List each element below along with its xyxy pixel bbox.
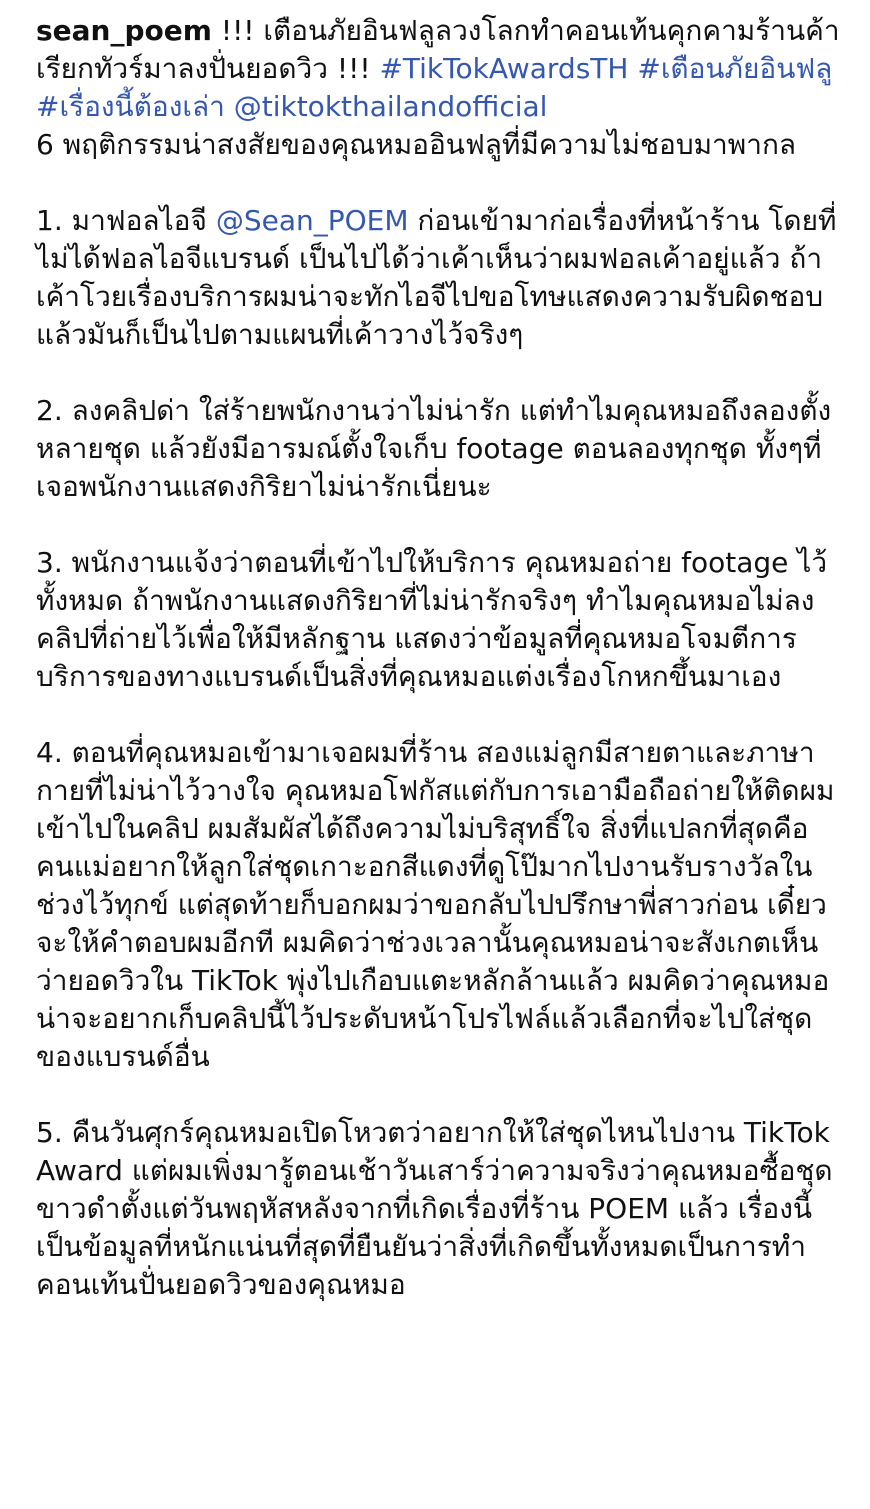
caption-item-2: 2. ลงคลิปด่า ใส่ร้ายพนักงานว่าไม่น่ารัก แต่ทำไมคุณหมอถึงลองตั้งหลายชุด แล้วยังมีอารมณ์ตั้งใจเก็บ footage ตอนลองทุกชุด ทั้งๆที่เจอพนักงานแสดงกิริยาไม่น่ารักเนี่ยนะ — [36, 394, 832, 503]
spacer — [36, 164, 846, 202]
caption-intro: 6 พฤติกรรมน่าสงสัยของคุณหมออินฟลูที่มีความไม่ชอบมาพากล — [36, 128, 797, 161]
post-caption — [36, 12, 846, 1304]
spacer — [36, 354, 846, 392]
mention-sean-poem[interactable]: @Sean_POEM — [215, 204, 409, 237]
hashtag-story-must-tell[interactable]: #เรื่องนี้ต้องเล่า — [36, 90, 225, 123]
hashtag-warning-influencer[interactable]: #เตือนภัยอินฟลู — [637, 52, 833, 85]
caption-item-5: 5. คืนวันศุกร์คุณหมอเปิดโหวตว่าอยากให้ใส่ชุดไหนไปงาน TikTok Award แต่ผมเพิ่งมารู้ตอนเช้าวันเสาร์ว่าความจริงว่าคุณหมอซื้อชุดขาวดำตั้งแต่วันพฤหัสหลังจากที่เกิดเรื่องที่ร้าน POEM แล้ว เรื่องนี้เป็นข้อมูลที่หนักแน่นที่สุดที่ยืนยันว่าสิ่งที่เกิดขึ้นทั้งหมดเป็นการทำคอนเท้นปั่นยอดวิวของคุณหมอ — [36, 1116, 833, 1301]
spacer — [36, 696, 846, 734]
headline-text: !!! เตือนภัยอินฟลูลวงโลกทำคอนเท้นคุกคามร้านค้าเรียกทัวร์มาลงปั่นยอดวิว !!! — [36, 14, 840, 85]
spacer — [36, 1076, 846, 1114]
mention-tiktok-official[interactable]: @tiktokthailandofficial — [233, 90, 548, 123]
item-1-text: ก่อนเข้ามาก่อเรื่องที่หน้าร้าน โดยที่ไม่ได้ฟอลไอจีแบรนด์ เป็นไปได้ว่าเค้าเห็นว่าผมฟอลเค้าอยู่แล้ว ถ้าเค้าโวยเรื่องบริการผมน่าจะทักไอจีไปขอโทษแสดงความรับผิดชอบ แล้วมันก็เป็นไปตามแผนที่เค้าวางไว้จริงๆ — [36, 204, 837, 351]
caption-item-4: 4. ตอนที่คุณหมอเข้ามาเจอผมที่ร้าน สองแม่ลูกมีสายตาและภาษากายที่ไม่น่าไว้วางใจ คุณหมอโฟกัสแต่กับการเอามือถือถ่ายให้ติดผมเข้าไปในคลิป ผมสัมผัสได้ถึงความไม่บริสุทธิ์ใจ สิ่งที่แปลกที่สุดคือคนแม่อยากให้ลูกใส่ชุดเกาะอกสีแดงที่ดูโป๊มากไปงานรับรางวัลในช่วงไว้ทุกข์ แต่สุดท้ายก็บอกผมว่าขอกลับไปปรึกษาพี่สาวก่อน เดี๋ยวจะให้คำตอบผมอีกที ผมคิดว่าช่วงเวลานั้นคุณหมอน่าจะสังเกตเห็นว่ายอดวิวใน TikTok พุ่งไปเกือบแตะหลักล้านแล้ว ผมคิดว่าคุณหมอน่าจะอยากเก็บคลิปนี้ไว้ประดับหน้าโปรไฟล์แล้วเลือกที่จะไปใส่ชุดของแบรนด์อื่น — [36, 736, 835, 1073]
caption-item-3: 3. พนักงานแจ้งว่าตอนที่เข้าไปให้บริการ คุณหมอถ่าย footage ไว้ทั้งหมด ถ้าพนักงานแสดงกิริยาที่ไม่น่ารักจริงๆ ทำไมคุณหมอไม่ลงคลิปที่ถ่ายไว้เพื่อให้มีหลักฐาน แสดงว่าข้อมูลที่คุณหมอโจมตีการบริการของทางแบรนด์เป็นสิ่งที่คุณหมอแต่งเรื่องโกหกขึ้นมาเอง — [36, 546, 828, 693]
spacer — [36, 506, 846, 544]
caption-item-1 — [36, 202, 846, 354]
caption-headline — [36, 12, 846, 126]
item-1-prefix: 1. มาฟอลไอจี — [36, 204, 216, 237]
username-link[interactable]: sean_poem — [36, 14, 212, 47]
hashtag-tiktokawardsth[interactable]: #TikTokAwardsTH — [379, 52, 629, 85]
